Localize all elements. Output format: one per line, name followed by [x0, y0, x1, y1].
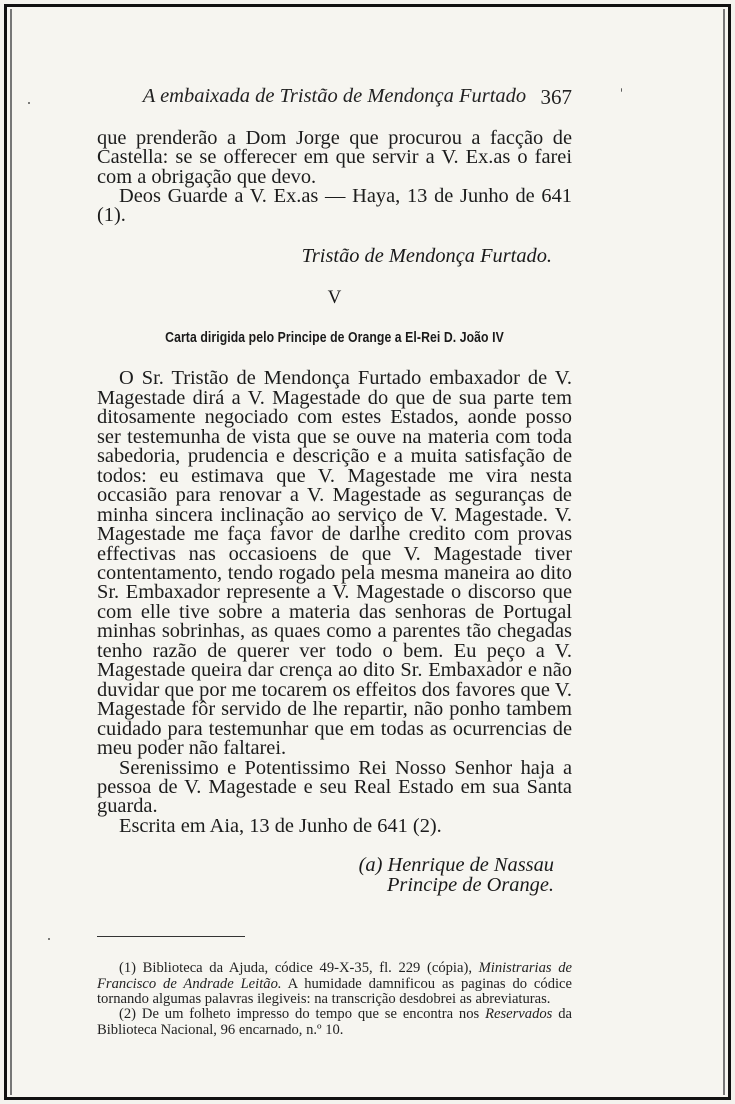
paper-speck	[28, 102, 30, 104]
footnote-2-mark: (2)	[119, 1006, 137, 1023]
footnote-1	[97, 961, 572, 1007]
letter-blessing: Serenissimo e Potentissimo Rei Nosso Senhor haja a pessoa de V. Magestade e seu Real Estado em sua Santa guarda.	[97, 756, 572, 818]
footnote-1-mark: (1)	[119, 960, 137, 977]
signature-name: (a) Henrique de Nassau	[358, 854, 554, 877]
document-heading: Carta dirigida pelo Principe de Orange a El-Rei D. João IV	[165, 330, 504, 347]
footnote-2-text: De um folheto impresso do tempo que se encontra nos	[141, 1006, 480, 1023]
section-numeral: V	[327, 287, 342, 309]
running-head	[97, 85, 572, 115]
letter-signature	[97, 855, 554, 895]
book-page	[97, 85, 572, 1038]
signature-title: Principe de Orange.	[386, 874, 554, 897]
footnote-1-rest: A humidade damnificou as paginas do códice tornando algumas palavras ilegiveis: na transcrição desdobrei as abreviaturas.	[97, 975, 572, 1007]
footnote-rule	[97, 936, 245, 937]
paper-speck	[621, 88, 622, 92]
letter-body	[97, 369, 572, 836]
footnote-2	[97, 1007, 572, 1038]
previous-letter-valediction: Deos Guarde a V. Ex.as — Haya, 13 de Junho de 641 (1).	[97, 184, 572, 227]
previous-letter-closing: que prenderão a Dom Jorge que procurou a facção de Castella: se se offerecer em que servir a V. Ex.as o farei com a obrigação que devo.	[97, 127, 572, 188]
previous-letter-signature: Tristão de Mendonça Furtado.	[301, 245, 552, 268]
letter-dateline: Escrita em Aia, 13 de Junho de 641 (2).	[119, 814, 442, 837]
footnote-1-italic: Ministrarias de Francisco de Andrade Leitão.	[97, 960, 572, 992]
footnote-2-rest: da Biblioteca Nacional, 96 encarnado, n.º 10.	[97, 1006, 573, 1038]
running-title: A embaixada de Tristão de Mendonça Furtado	[142, 85, 527, 107]
page-number: 367	[540, 85, 572, 109]
letter-main-paragraph: O Sr. Tristão de Mendonça Furtado embaxador de V. Magestade dirá a V. Magestade do que de sua parte tem ditosamente negociado com estes Estados, aonde posso ser testemunha de vista que se ouve na materia com toda sabedoria, prudencia e descrição e a muita satisfação de todos: eu estimava que V. Magestade me vira nesta occasião para renovar a V. Magestade as seguranças de minha sincera inclinação ao serviço de V. Magestade. V. Magestade me faça favor de darlhe credito com provas effectivas nas occasioens de que V. Magestade tiver contentamento, tendo rogado pela mesma maneira ao dito Sr. Embaxador represente a V. Magestade o discorso que com elle tive sobre a materia das senhoras de Portugal minhas sobrinhas, as quaes como a parentes tão chegadas tenho razão de querer ver todo o bem. Eu peço a V. Magestade queira dar crença ao dito Sr. Embaxador e não duvidar que por me tocarem os effeitos dos favores que V. Magestade fôr servido de lhe repartir, não ponho tambem cuidado para testemunhar que em todas as ocurrencias de meu poder não faltarei.	[97, 367, 572, 760]
footnote-1-text: Biblioteca da Ajuda, códice 49-X-35, fl. 229 (cópia),	[142, 960, 472, 977]
paper-speck	[48, 938, 50, 940]
footnote-2-italic: Reservados	[485, 1006, 553, 1023]
